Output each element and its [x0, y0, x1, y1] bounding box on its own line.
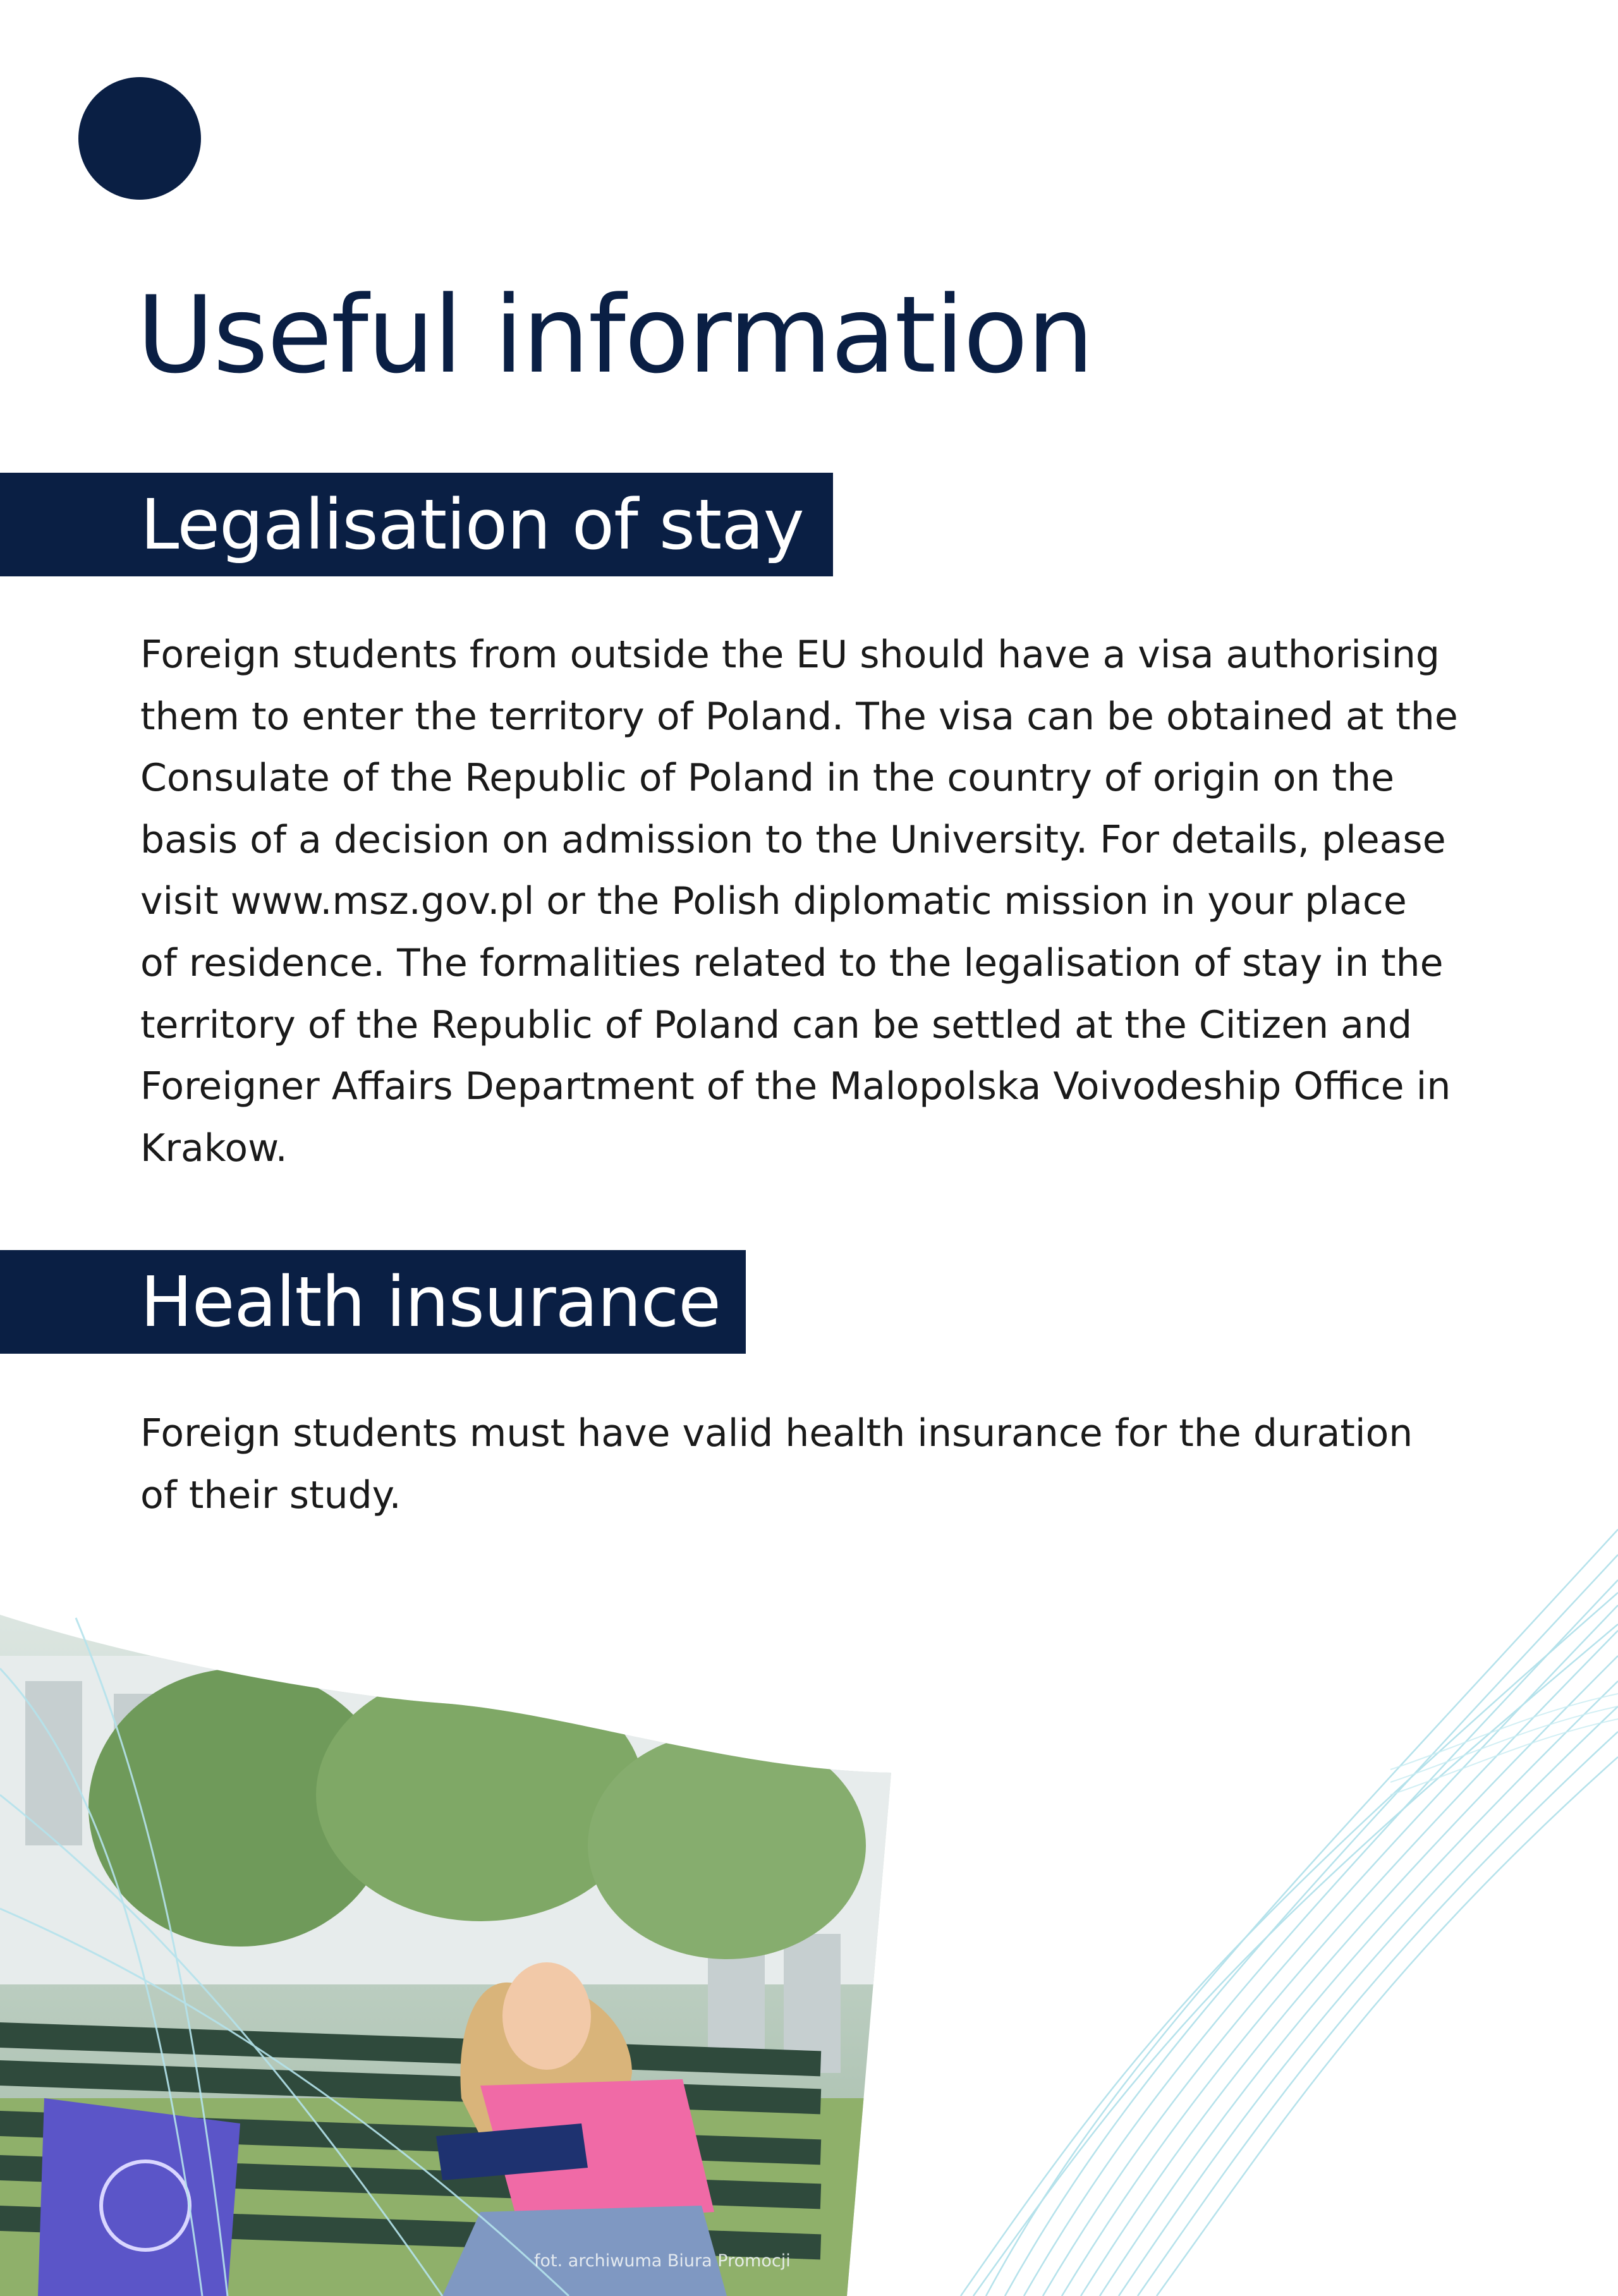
- paragraph-line: territory of the Republic of Poland can be settled at the Citizen and: [140, 1002, 1413, 1047]
- decorative-dot: [78, 77, 201, 200]
- page-title: Useful information: [137, 273, 1093, 397]
- student-photo: [0, 1580, 897, 2296]
- paragraph-line: of their study.: [140, 1473, 401, 1517]
- paragraph-line: of residence. The formalities related to the legalisation of stay in the: [140, 940, 1444, 985]
- paragraph-line: Foreigner Affairs Department of the Malopolska Voivodeship Office in: [140, 1064, 1451, 1109]
- section-heading-legalisation: [0, 473, 833, 576]
- section-heading-label: Health insurance: [140, 1261, 721, 1342]
- section-heading-health-insurance: [0, 1250, 746, 1354]
- section-heading-label: Legalisation of stay: [140, 484, 804, 565]
- paragraph-line: them to enter the territory of Poland. The visa can be obtained at the: [140, 694, 1458, 739]
- paragraph-line: basis of a decision on admission to the University. For details, please: [140, 817, 1446, 862]
- paragraph-line: Foreign students must have valid health insurance for the duration: [140, 1411, 1413, 1455]
- legalisation-paragraph: [140, 624, 1505, 1179]
- paragraph-line: visit www.msz.gov.pl or the Polish diplomatic mission in your place: [140, 879, 1407, 924]
- photo-credit: fot. archiwuma Biura Promocji: [534, 2251, 791, 2271]
- paragraph-line: Krakow.: [140, 1126, 288, 1170]
- paragraph-line: Foreign students from outside the EU should have a visa authorising: [140, 633, 1440, 677]
- paragraph-line: Consulate of the Republic of Poland in the country of origin on the: [140, 756, 1395, 801]
- decorative-waves: [948, 1504, 1618, 2296]
